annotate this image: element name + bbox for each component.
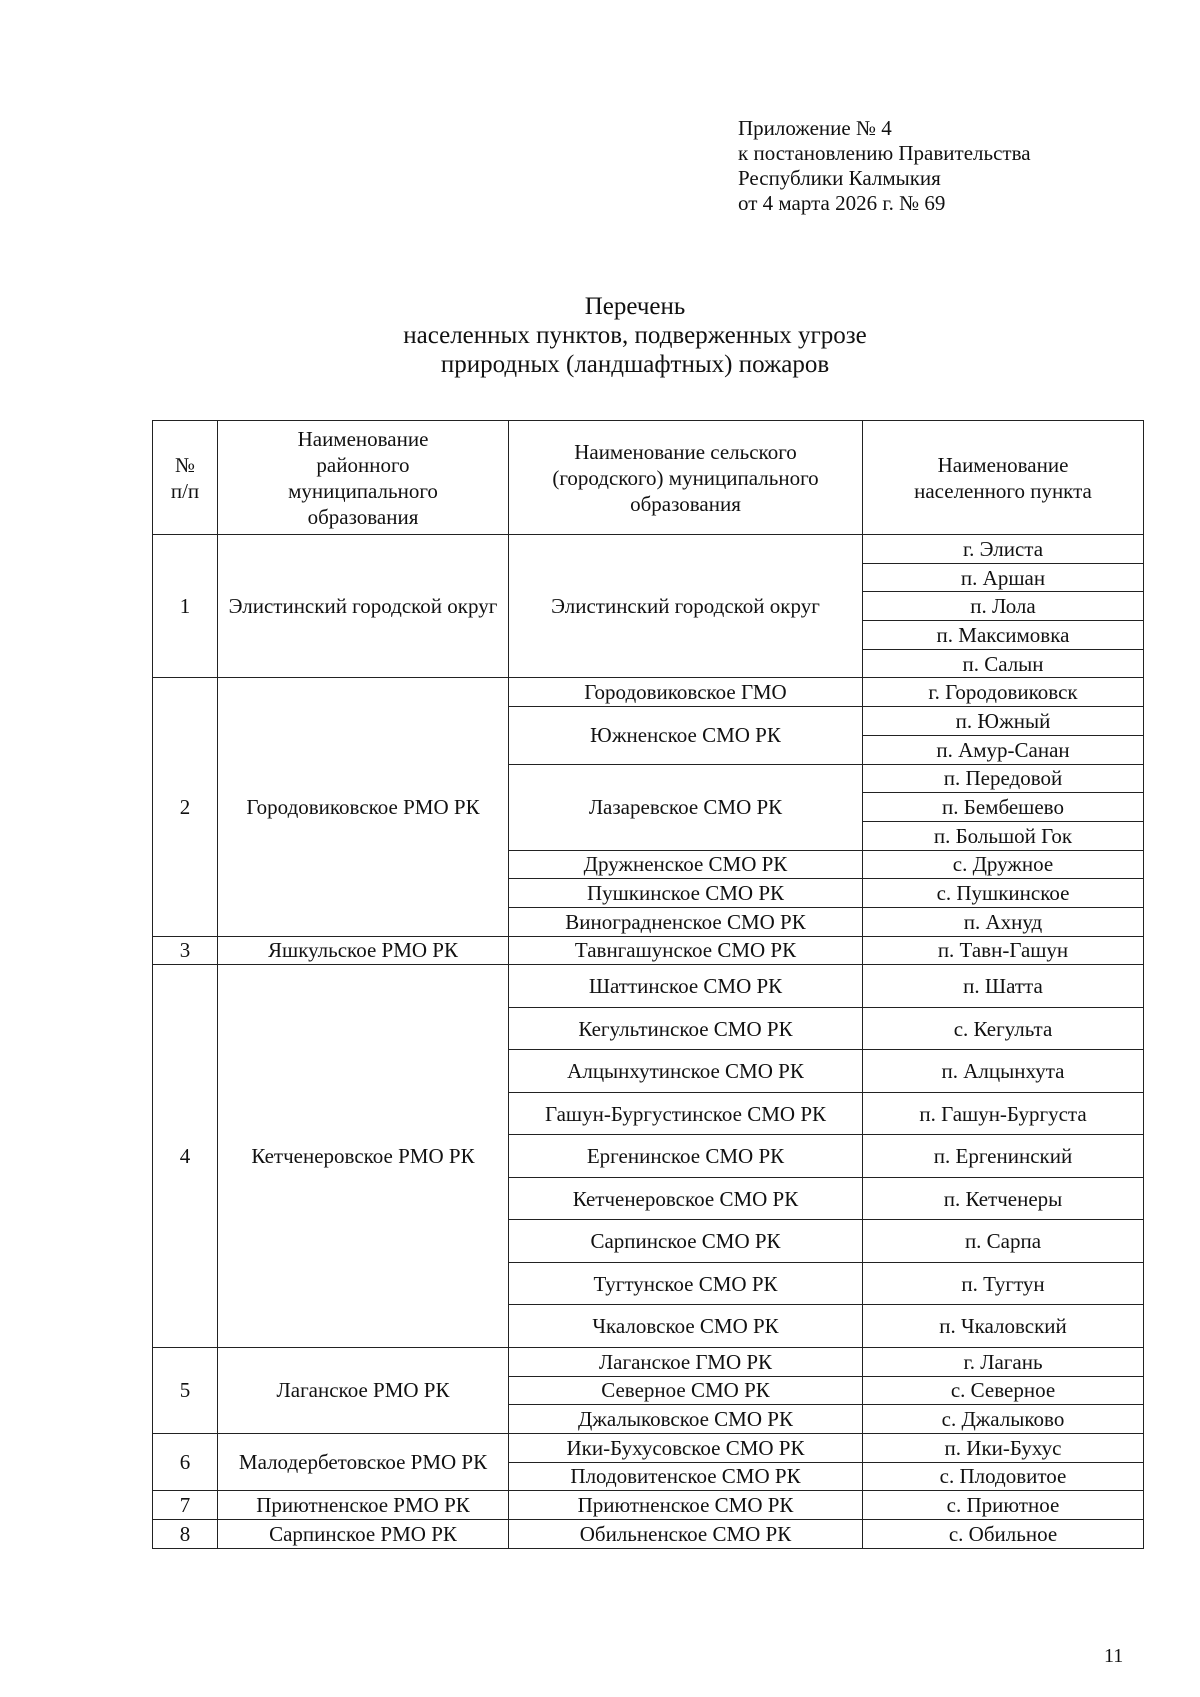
municipality-name: Кегультинское СМО РК (509, 1007, 863, 1050)
municipality-name: Ики-Бухусовское СМО РК (509, 1433, 863, 1462)
municipality-name: Сарпинское СМО РК (509, 1220, 863, 1263)
appendix-date: от 4 марта 2026 г. № 69 (738, 191, 946, 215)
table-row (153, 678, 1144, 707)
settlement-name: п. Салын (863, 649, 1144, 678)
settlement-name: с. Обильное (863, 1519, 1144, 1548)
municipality-name: Дружненское СМО РК (509, 850, 863, 879)
municipality-name: Северное СМО РК (509, 1376, 863, 1405)
settlement-name: п. Сарпа (863, 1220, 1144, 1263)
settlement-name: г. Городовиковск (863, 678, 1144, 707)
settlement-name: с. Кегульта (863, 1007, 1144, 1050)
settlement-name: п. Амур-Санан (863, 735, 1144, 764)
settlement-name: п. Кетченеры (863, 1177, 1144, 1220)
table-row (153, 1519, 1144, 1548)
title-heading: Перечень (584, 293, 686, 320)
municipality-name: Городовиковское ГМО (509, 678, 863, 707)
municipality-name: Гашун-Бургустинское СМО РК (509, 1092, 863, 1135)
settlement-name: п. Максимовка (863, 621, 1144, 650)
municipality-name: Ергенинское СМО РК (509, 1135, 863, 1178)
district-name: Приютненское РМО РК (218, 1491, 509, 1520)
district-name: Элистинский городской округ (218, 535, 509, 678)
title-subheading-1: населенных пунктов, подверженных угрозе (403, 322, 867, 349)
settlement-name: п. Большой Гок (863, 821, 1144, 850)
settlement-name: с. Приютное (863, 1491, 1144, 1520)
header-municipality: Наименование сельского (городского) муниципального образования (509, 421, 863, 535)
row-number: 1 (153, 535, 218, 678)
municipality-name: Кетченеровское СМО РК (509, 1177, 863, 1220)
settlement-name: п. Чкаловский (863, 1305, 1144, 1348)
municipality-name: Шаттинское СМО РК (509, 965, 863, 1008)
table-row (153, 1433, 1144, 1462)
row-number: 8 (153, 1519, 218, 1548)
settlement-name: п. Бембешево (863, 793, 1144, 822)
municipality-name: Южненское СМО РК (509, 707, 863, 764)
municipality-name: Лаганское ГМО РК (509, 1347, 863, 1376)
municipality-name: Джалыковское СМО РК (509, 1405, 863, 1434)
district-name: Яшкульское РМО РК (218, 936, 509, 965)
settlement-name: п. Ахнуд (863, 907, 1144, 936)
municipality-name: Плодовитенское СМО РК (509, 1462, 863, 1491)
appendix-government: Республики Калмыкия (738, 166, 941, 190)
municipality-name: Чкаловское СМО РК (509, 1305, 863, 1348)
settlement-name: с. Джалыково (863, 1405, 1144, 1434)
district-name: Сарпинское РМО РК (218, 1519, 509, 1548)
settlement-name: п. Тавн-Гашун (863, 936, 1144, 965)
row-number: 7 (153, 1491, 218, 1520)
row-number: 4 (153, 965, 218, 1348)
row-number: 6 (153, 1433, 218, 1490)
municipality-name: Алцынхутинское СМО РК (509, 1050, 863, 1093)
settlement-name: п. Ергенинский (863, 1135, 1144, 1178)
district-name: Лаганское РМО РК (218, 1347, 509, 1433)
row-number: 5 (153, 1347, 218, 1433)
header-settlement: Наименование населенного пункта (863, 421, 1144, 535)
municipality-name: Лазаревское СМО РК (509, 764, 863, 850)
settlement-name: г. Лагань (863, 1347, 1144, 1376)
header-number: № п/п (153, 421, 218, 535)
row-number: 2 (153, 678, 218, 936)
table-row (153, 1347, 1144, 1376)
document-title (0, 292, 1200, 379)
settlement-name: г. Элиста (863, 535, 1144, 564)
table-row (153, 535, 1144, 564)
settlement-name: п. Ики-Бухус (863, 1433, 1144, 1462)
municipality-name: Виноградненское СМО РК (509, 907, 863, 936)
table-body (153, 535, 1144, 1549)
settlement-name: с. Северное (863, 1376, 1144, 1405)
table-row (153, 965, 1144, 1008)
table-header-row (153, 421, 1144, 535)
settlement-name: п. Южный (863, 707, 1144, 736)
appendix-number: Приложение № 4 (738, 116, 892, 140)
header-district: Наименование районного муниципального образования (218, 421, 509, 535)
district-name: Городовиковское РМО РК (218, 678, 509, 936)
settlement-name: п. Алцынхута (863, 1050, 1144, 1093)
table-row (153, 936, 1144, 965)
settlement-name: п. Гашун-Бургуста (863, 1092, 1144, 1135)
settlement-name: п. Передовой (863, 764, 1144, 793)
row-number: 3 (153, 936, 218, 965)
settlement-name: с. Пушкинское (863, 879, 1144, 908)
municipality-name: Элистинский городской округ (509, 535, 863, 678)
table-row (153, 1491, 1144, 1520)
page-number: 11 (1104, 1645, 1124, 1667)
municipality-name: Тугтунское СМО РК (509, 1262, 863, 1305)
municipality-name: Обильненское СМО РК (509, 1519, 863, 1548)
settlement-name: с. Дружное (863, 850, 1144, 879)
settlement-name: п. Лола (863, 592, 1144, 621)
appendix-resolution: к постановлению Правительства (738, 141, 1031, 165)
appendix-reference (738, 116, 1118, 216)
municipality-name: Тавнгашунское СМО РК (509, 936, 863, 965)
settlements-table (152, 420, 1144, 1549)
municipality-name: Пушкинское СМО РК (509, 879, 863, 908)
settlement-name: с. Плодовитое (863, 1462, 1144, 1491)
settlement-name: п. Шатта (863, 965, 1144, 1008)
municipality-name: Приютненское СМО РК (509, 1491, 863, 1520)
settlement-name: п. Аршан (863, 563, 1144, 592)
settlement-name: п. Тугтун (863, 1262, 1144, 1305)
title-subheading-2: природных (ландшафтных) пожаров (440, 351, 830, 378)
district-name: Малодербетовское РМО РК (218, 1433, 509, 1490)
district-name: Кетченеровское РМО РК (218, 965, 509, 1348)
